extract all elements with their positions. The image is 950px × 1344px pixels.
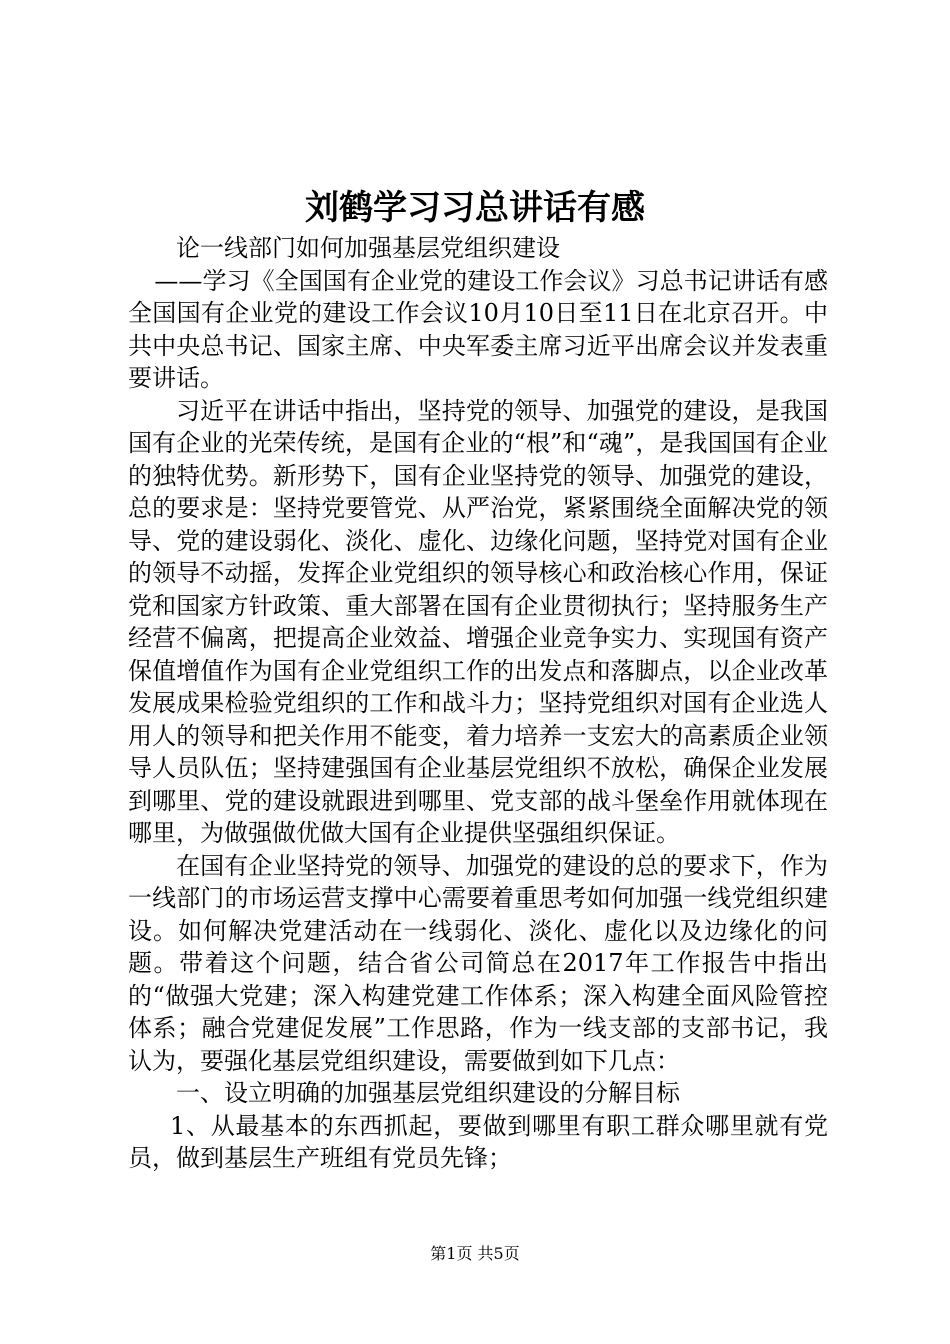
document-title: 刘鹤学习习总讲话有感 bbox=[305, 188, 645, 228]
section-heading-one: 一、设立明确的加强基层党组织建设的分解目标 bbox=[176, 1079, 680, 1107]
paragraph-reflection: 在国有企业坚持党的领导、加强党的建设的总的要求下，作为一线部门的市场运营支撑中心需要着重思考如何加强一线党组织建设。如何解决党建活动在一线弱化、淡化、虚化以及边缘化的问题。带着这个问题，结合省公司简总在2017年工作报告中指出的“做强大党建；深入构建党建工作体系；深入构建全面风险管控体系；融合党建促发展”工作思路，作为一线支部的支部书记，我认为，要强化基层党组织建设，需要做到如下几点： bbox=[128, 851, 828, 1075]
paragraph-speech-summary: 习近平在讲话中指出，坚持党的领导、加强党的建设，是我国国有企业的光荣传统，是国有企业的“根”和“魂”，是我国国有企业的独特优势。新形势下，国有企业坚持党的领导、加强党的建设，总的要求是：坚持党要管党、从严治党，紧紧围绕全面解决党的领导、党的建设弱化、淡化、虚化、边缘化问题，坚持党对国有企业的领导不动摇，发挥企业党组织的领导核心和政治核心作用，保证党和国家方针政策、重大部署在国有企业贯彻执行；坚持服务生产经营不偏离，把提高企业效益、增强企业竞争实力、实现国有资产保值增值作为国有企业党组织工作的出发点和落脚点，以企业改革发展成果检验党组织的工作和战斗力；坚持党组织对国有企业选人用人的领导和把关作用不能变，着力培养一支宏大的高素质企业领导人员队伍；坚持建强国有企业基层党组织不放松，确保企业发展到哪里、党的建设就跟进到哪里、党支部的战斗堡垒作用就体现在哪里，为做强做优做大国有企业提供坚强组织保证。 bbox=[128, 396, 828, 847]
paragraph-subject: 论一线部门如何加强基层党组织建设 bbox=[176, 234, 560, 262]
document-body bbox=[128, 232, 828, 1175]
list-item-one: 1、从最基本的东西抓起，要做到哪里有职工群众哪里就有党员，做到基层生产班组有党员先锋； bbox=[128, 1111, 828, 1172]
paragraph-intro: ——学习《全国国有企业党的建设工作会议》习总书记讲话有感全国国有企业党的建设工作会议10月10日至11日在北京召开。中共中央总书记、国家主席、中央军委主席习近平出席会议并发表重要讲话。 bbox=[128, 266, 828, 392]
page-number-footer: 第1页 共5页 bbox=[430, 1244, 520, 1263]
